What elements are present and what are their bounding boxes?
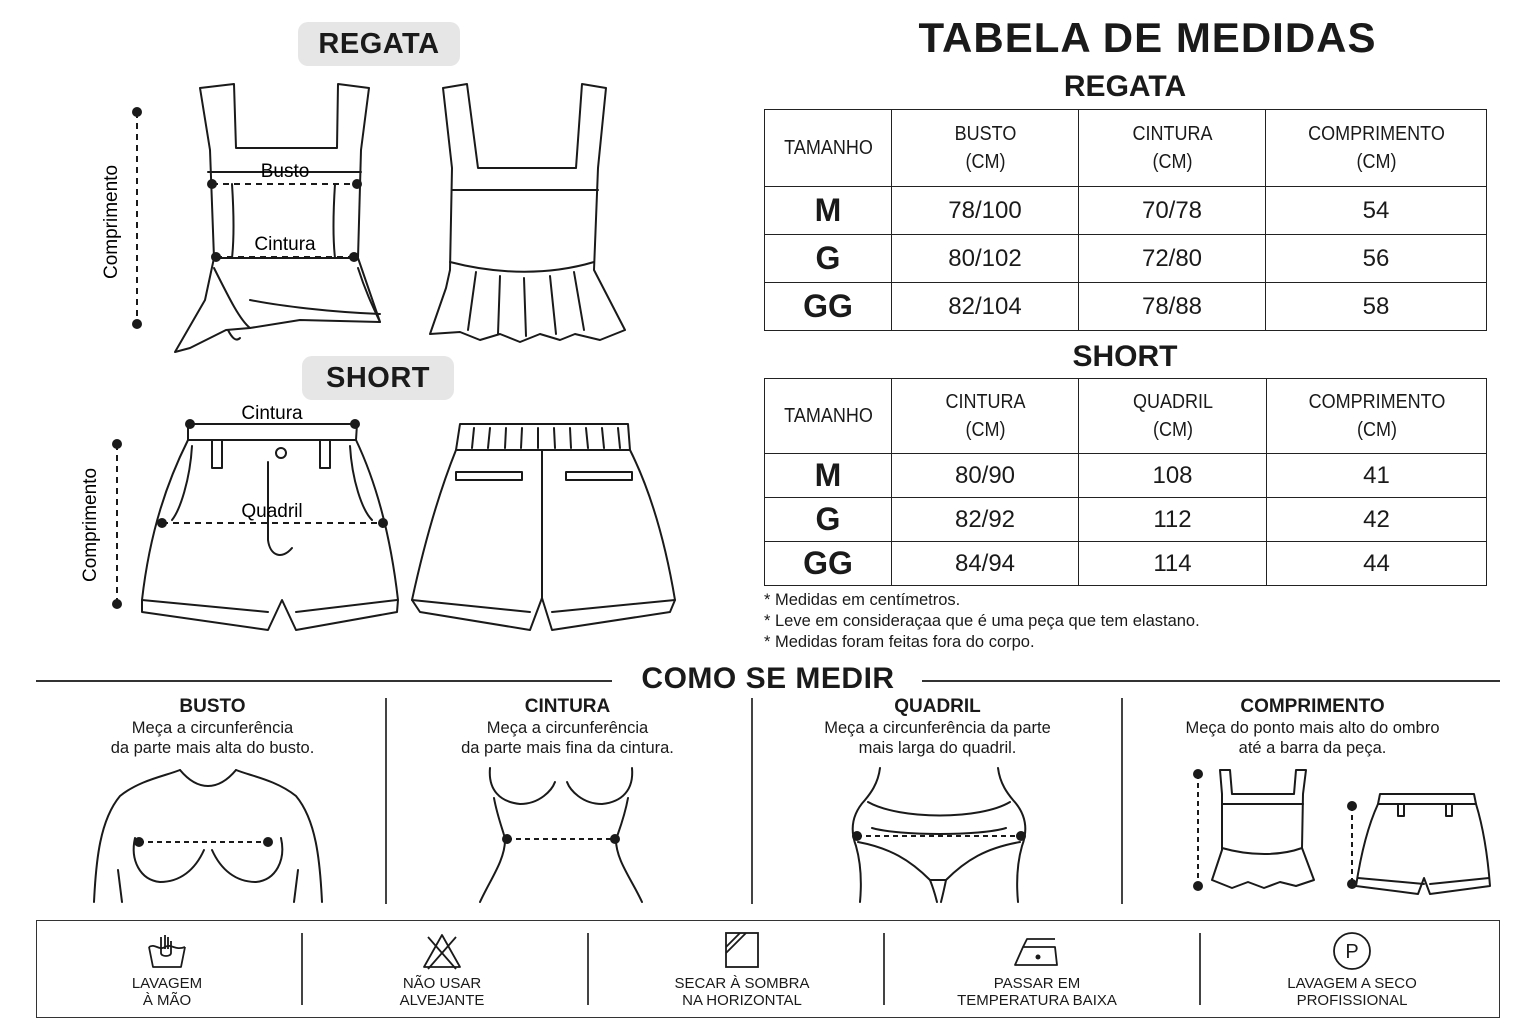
iron-low-icon bbox=[1011, 931, 1063, 971]
comprimento-cell: 54 bbox=[1266, 187, 1487, 235]
size-cell: GG bbox=[765, 542, 892, 586]
care-hand-wash bbox=[57, 921, 277, 1017]
how-to-comprimento bbox=[1150, 696, 1475, 758]
cintura-cell: 80/90 bbox=[892, 454, 1079, 498]
cintura-cell: 84/94 bbox=[892, 542, 1079, 586]
busto-cell: 80/102 bbox=[892, 235, 1079, 283]
header-quadril: QUADRIL (CM) bbox=[1088, 379, 1257, 454]
header-cintura: CINTURA (CM) bbox=[1088, 110, 1256, 187]
note-line: * Medidas em centímetros. bbox=[764, 591, 961, 609]
section-divider-left bbox=[36, 680, 612, 682]
care-label-line1: LAVAGEM A SECO bbox=[1287, 975, 1417, 992]
regata-size-table bbox=[764, 109, 1487, 331]
notes bbox=[764, 590, 1200, 653]
short-front-drawing bbox=[142, 424, 398, 630]
busto-cell: 78/100 bbox=[892, 187, 1079, 235]
length-tank-drawing bbox=[1212, 770, 1314, 888]
how-to-busto-line2: da parte mais alta do busto. bbox=[110, 739, 315, 757]
dry-in-shade-flat-icon bbox=[720, 931, 764, 971]
care-label-line2: PROFISSIONAL bbox=[1296, 992, 1408, 1009]
short-comprimento-label: Comprimento bbox=[80, 467, 101, 583]
size-cell: GG bbox=[765, 283, 892, 331]
size-cell: M bbox=[765, 187, 892, 235]
header-comprimento: COMPRIMENTO (CM) bbox=[1277, 110, 1476, 187]
busto-cell: 82/104 bbox=[892, 283, 1079, 331]
bust-figure-drawing bbox=[94, 770, 322, 902]
cintura-cell: 78/88 bbox=[1079, 283, 1266, 331]
table-row bbox=[765, 498, 1487, 542]
care-label-line1: LAVAGEM bbox=[131, 975, 203, 992]
how-to-busto-title: BUSTO bbox=[179, 696, 246, 717]
table-row bbox=[765, 542, 1487, 586]
care-no-bleach bbox=[327, 921, 557, 1017]
how-to-busto bbox=[60, 696, 365, 758]
care-label-line2: TEMPERATURA BAIXA bbox=[957, 992, 1117, 1009]
cintura-cell: 82/92 bbox=[892, 498, 1079, 542]
care-divider bbox=[1199, 933, 1201, 1005]
how-to-comprimento-line2: até a barra da peça. bbox=[1238, 739, 1387, 757]
short-cintura-label: Cintura bbox=[241, 403, 303, 424]
care-divider bbox=[883, 933, 885, 1005]
table-header-row bbox=[765, 379, 1487, 454]
how-to-comprimento-line1: Meça do ponto mais alto do ombro bbox=[1185, 719, 1440, 737]
care-dry-shade bbox=[617, 921, 867, 1017]
how-to-cintura bbox=[420, 696, 715, 758]
cintura-cell: 70/78 bbox=[1079, 187, 1266, 235]
quadril-cell: 108 bbox=[1079, 454, 1267, 498]
short-pill: SHORT bbox=[302, 356, 454, 400]
regata-pill: REGATA bbox=[298, 22, 460, 66]
how-to-quadril-line2: mais larga do quadril. bbox=[858, 739, 1017, 757]
note-line: * Medidas foram feitas fora do corpo. bbox=[764, 633, 1035, 651]
comprimento-cell: 58 bbox=[1266, 283, 1487, 331]
care-label-line1: PASSAR EM bbox=[993, 975, 1081, 992]
comprimento-cell: 42 bbox=[1267, 498, 1487, 542]
short-table-title: SHORT bbox=[1072, 340, 1178, 373]
how-to-quadril-line1: Meça a circunferência da parte bbox=[824, 719, 1051, 737]
how-to-quadril-title: QUADRIL bbox=[894, 696, 981, 717]
header-cintura: CINTURA (CM) bbox=[901, 379, 1069, 454]
how-to-cintura-line1: Meça a circunferência bbox=[486, 719, 649, 737]
care-instructions bbox=[36, 920, 1500, 1018]
size-cell: M bbox=[765, 454, 892, 498]
quadril-cell: 112 bbox=[1079, 498, 1267, 542]
header-tamanho: TAMANHO bbox=[771, 110, 885, 187]
care-divider bbox=[587, 933, 589, 1005]
table-row bbox=[765, 235, 1487, 283]
length-short-drawing bbox=[1356, 794, 1490, 894]
hand-wash-icon bbox=[145, 931, 189, 971]
measuring-illustrations bbox=[0, 760, 1536, 910]
short-quadril-label: Quadril bbox=[241, 501, 303, 522]
no-bleach-icon bbox=[420, 931, 464, 971]
care-label-line2: ALVEJANTE bbox=[399, 992, 485, 1009]
table-row bbox=[765, 187, 1487, 235]
care-label-line2: À MÃO bbox=[142, 992, 192, 1009]
size-cell: G bbox=[765, 498, 892, 542]
cintura-cell: 72/80 bbox=[1079, 235, 1266, 283]
header-tamanho: TAMANHO bbox=[771, 379, 885, 454]
size-cell: G bbox=[765, 235, 892, 283]
regata-busto-label: Busto bbox=[260, 161, 310, 182]
regata-table-title: REGATA bbox=[1063, 70, 1187, 103]
svg-text:P: P bbox=[1345, 941, 1359, 963]
regata-front-drawing bbox=[175, 84, 380, 352]
table-row bbox=[765, 454, 1487, 498]
regata-comprimento-label: Comprimento bbox=[101, 164, 122, 280]
regata-cintura-label: Cintura bbox=[254, 234, 316, 255]
section-divider-right bbox=[922, 680, 1500, 682]
dry-clean-p-icon bbox=[1330, 931, 1374, 971]
how-to-comprimento-title: COMPRIMENTO bbox=[1240, 696, 1385, 717]
header-busto: BUSTO (CM) bbox=[901, 110, 1069, 187]
care-iron-low bbox=[917, 921, 1157, 1017]
comprimento-cell: 41 bbox=[1267, 454, 1487, 498]
page-title: TABELA DE MEDIDAS bbox=[918, 14, 1377, 61]
short-back-drawing bbox=[412, 424, 675, 630]
care-divider bbox=[301, 933, 303, 1005]
note-line: * Leve em consideraçaa que é uma peça que tem elastano. bbox=[764, 612, 1200, 630]
care-label-line1: NÃO USAR bbox=[402, 975, 482, 992]
care-label-line2: NA HORIZONTAL bbox=[682, 992, 802, 1009]
table-header-row bbox=[765, 110, 1487, 187]
comprimento-cell: 56 bbox=[1266, 235, 1487, 283]
garment-diagrams bbox=[0, 0, 760, 660]
how-to-quadril bbox=[780, 696, 1095, 758]
care-dry-clean bbox=[1237, 921, 1467, 1017]
how-to-cintura-title: CINTURA bbox=[524, 696, 611, 717]
how-to-cintura-line2: da parte mais fina da cintura. bbox=[461, 739, 674, 757]
how-to-busto-line1: Meça a circunferência bbox=[131, 719, 294, 737]
table-row bbox=[765, 283, 1487, 331]
short-size-table bbox=[764, 378, 1487, 586]
header-comprimento: COMPRIMENTO (CM) bbox=[1278, 379, 1476, 454]
regata-back-drawing bbox=[430, 84, 625, 342]
comprimento-cell: 44 bbox=[1267, 542, 1487, 586]
quadril-cell: 114 bbox=[1079, 542, 1267, 586]
care-label-line1: SECAR À SOMBRA bbox=[674, 975, 810, 992]
how-to-title: COMO SE MEDIR bbox=[641, 662, 895, 695]
